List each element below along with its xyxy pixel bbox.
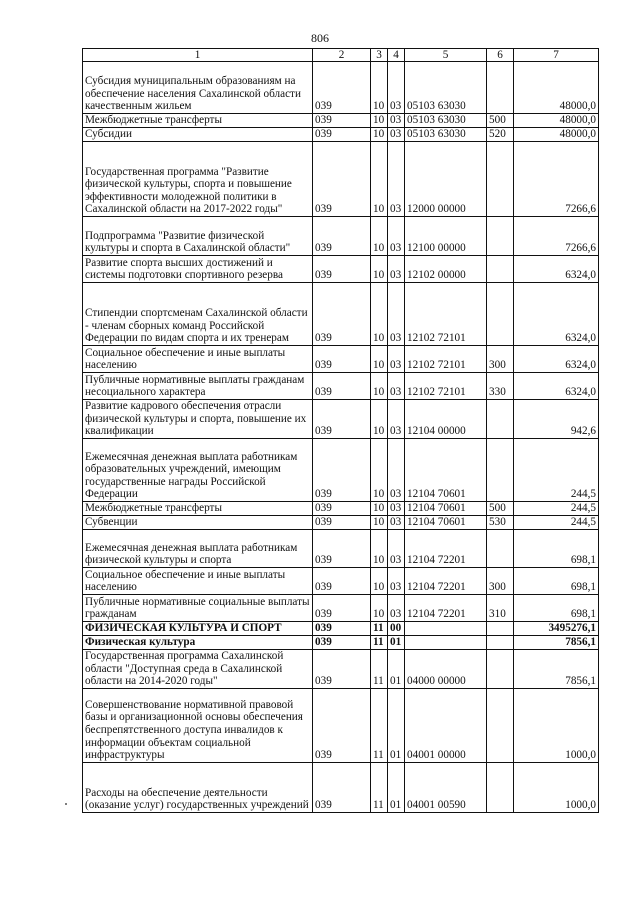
row-ministry-code: 039 [313,217,371,256]
row-subsection-code: 01 [388,650,405,689]
row-section-code: 10 [371,142,388,217]
row-ministry-code: 039 [313,595,371,622]
row-ministry-code: 039 [313,762,371,812]
row-subsection-code: 01 [388,762,405,812]
row-target-article: 12104 00000 [405,400,487,439]
row-ministry-code: 039 [313,636,371,650]
row-section-code: 10 [371,400,388,439]
table-row [83,595,599,622]
row-name: Стипендии спортсменам Сахалинской области - членам сборных команд Российской Федерации по видам спорта и их тренерам [83,283,313,346]
row-name: Подпрограмма "Развитие физической культуры и спорта в Сахалинской области" [83,217,313,256]
table-row [83,439,599,502]
header-col-7: 7 [514,49,599,62]
row-subsection-code: 01 [388,636,405,650]
table-row [83,636,599,650]
row-subsection-code: 03 [388,346,405,373]
row-target-article: 12104 72201 [405,595,487,622]
row-name: Субвенции [83,516,313,530]
row-expense-kind: 310 [487,595,514,622]
header-col-3: 3 [371,49,388,62]
row-amount: 7856,1 [514,650,599,689]
row-expense-kind: 530 [487,516,514,530]
row-subsection-code: 03 [388,530,405,568]
row-subsection-code: 03 [388,128,405,142]
table-row [83,530,599,568]
row-ministry-code: 039 [313,530,371,568]
row-expense-kind [487,762,514,812]
row-amount: 7266,6 [514,142,599,217]
row-target-article: 12102 72101 [405,373,487,400]
header-col-2: 2 [313,49,371,62]
row-name: Развитие спорта высших достижений и системы подготовки спортивного резерва [83,256,313,283]
table-row [83,516,599,530]
row-ministry-code: 039 [313,439,371,502]
row-expense-kind [487,688,514,762]
row-name: Физическая культура [83,636,313,650]
row-target-article: 04001 00590 [405,762,487,812]
row-expense-kind: 330 [487,373,514,400]
row-target-article: 12102 00000 [405,256,487,283]
row-ministry-code: 039 [313,622,371,636]
table-row [83,373,599,400]
row-amount: 942,6 [514,400,599,439]
row-section-code: 10 [371,256,388,283]
row-section-code: 10 [371,502,388,516]
row-section-code: 10 [371,128,388,142]
table-row [83,688,599,762]
row-amount: 7266,6 [514,217,599,256]
row-section-code: 10 [371,373,388,400]
table-row [83,568,599,595]
row-target-article: 05103 63030 [405,114,487,128]
row-ministry-code: 039 [313,256,371,283]
table-row [83,62,599,114]
row-name: Социальное обеспечение и иные выплаты населению [83,568,313,595]
row-section-code: 10 [371,516,388,530]
table-row [83,114,599,128]
row-name: Расходы на обеспечение деятельности (оказание услуг) государственных учреждений [83,762,313,812]
row-target-article: 12104 70601 [405,502,487,516]
row-target-article: 04001 00000 [405,688,487,762]
table-row [83,283,599,346]
row-name: Социальное обеспечение и иные выплаты населению [83,346,313,373]
row-section-code: 10 [371,346,388,373]
row-expense-kind [487,62,514,114]
table-row [83,217,599,256]
row-expense-kind [487,142,514,217]
table-row [83,400,599,439]
row-subsection-code: 03 [388,373,405,400]
row-name: Государственная программа Сахалинской области "Доступная среда в Сахалинской области на 2014-2020 годы" [83,650,313,689]
row-section-code: 11 [371,636,388,650]
row-amount: 48000,0 [514,114,599,128]
row-target-article: 12000 00000 [405,142,487,217]
row-name: Субсидия муниципальным образованиям на обеспечение населения Сахалинской области качественным жильем [83,62,313,114]
row-expense-kind [487,400,514,439]
row-section-code: 11 [371,622,388,636]
row-expense-kind: 520 [487,128,514,142]
table-row [83,128,599,142]
row-ministry-code: 039 [313,400,371,439]
row-ministry-code: 039 [313,283,371,346]
row-name: Развитие кадрового обеспечения отрасли физической культуры и спорта, повышение их квалификации [83,400,313,439]
row-amount: 3495276,1 [514,622,599,636]
row-section-code: 10 [371,568,388,595]
row-subsection-code: 03 [388,217,405,256]
row-name: Ежемесячная денежная выплата работникам образовательных учреждений, имеющим государственные награды Российской Федерации [83,439,313,502]
row-ministry-code: 039 [313,142,371,217]
row-subsection-code: 03 [388,142,405,217]
table-row [83,622,599,636]
row-name: Межбюджетные трансферты [83,114,313,128]
row-expense-kind [487,217,514,256]
table-row [83,346,599,373]
row-amount: 48000,0 [514,128,599,142]
row-name: Субсидии [83,128,313,142]
table-row [83,256,599,283]
row-expense-kind: 500 [487,114,514,128]
header-col-1: 1 [83,49,313,62]
row-target-article: 12100 00000 [405,217,487,256]
row-expense-kind [487,530,514,568]
row-name: Совершенствование нормативной правовой базы и организационной основы обеспечения беспрепятственного доступа инвалидов к информации объектам социальной инфраструктуры [83,688,313,762]
scan-dot [65,803,67,805]
row-expense-kind: 300 [487,568,514,595]
page-number: 806 [311,31,329,45]
row-name: Ежемесячная денежная выплата работникам физической культуры и спорта [83,530,313,568]
row-expense-kind [487,650,514,689]
row-name: Государственная программа "Развитие физической культуры, спорта и повышение эффективности молодежной политики в Сахалинской области на 2017-2022 годы" [83,142,313,217]
row-ministry-code: 039 [313,688,371,762]
row-section-code: 10 [371,62,388,114]
row-section-code: 10 [371,114,388,128]
row-subsection-code: 03 [388,516,405,530]
row-amount: 1000,0 [514,688,599,762]
row-target-article: 12104 70601 [405,439,487,502]
row-target-article: 12104 72201 [405,530,487,568]
row-section-code: 11 [371,650,388,689]
row-target-article: 04000 00000 [405,650,487,689]
row-section-code: 11 [371,762,388,812]
row-target-article: 05103 63030 [405,62,487,114]
row-name: Межбюджетные трансферты [83,502,313,516]
budget-table [82,48,599,813]
row-target-article [405,636,487,650]
row-target-article: 05103 63030 [405,128,487,142]
row-subsection-code: 03 [388,62,405,114]
table-row [83,142,599,217]
row-name: Публичные нормативные социальные выплаты гражданам [83,595,313,622]
row-expense-kind [487,622,514,636]
row-amount: 698,1 [514,530,599,568]
row-target-article: 12102 72101 [405,283,487,346]
table-row [83,650,599,689]
row-amount: 244,5 [514,516,599,530]
row-expense-kind: 300 [487,346,514,373]
row-ministry-code: 039 [313,128,371,142]
row-amount: 244,5 [514,502,599,516]
row-subsection-code: 03 [388,114,405,128]
header-col-6: 6 [487,49,514,62]
row-subsection-code: 01 [388,688,405,762]
row-amount: 6324,0 [514,346,599,373]
row-target-article: 12104 72201 [405,568,487,595]
row-amount: 698,1 [514,568,599,595]
row-subsection-code: 03 [388,400,405,439]
row-amount: 6324,0 [514,283,599,346]
row-target-article [405,622,487,636]
row-section-code: 10 [371,217,388,256]
row-target-article: 12102 72101 [405,346,487,373]
header-col-4: 4 [388,49,405,62]
row-ministry-code: 039 [313,650,371,689]
row-ministry-code: 039 [313,114,371,128]
row-subsection-code: 03 [388,256,405,283]
row-expense-kind [487,256,514,283]
row-subsection-code: 03 [388,439,405,502]
row-expense-kind: 500 [487,502,514,516]
table-header-row [83,49,599,62]
row-expense-kind [487,439,514,502]
row-ministry-code: 039 [313,346,371,373]
row-amount: 7856,1 [514,636,599,650]
row-section-code: 10 [371,439,388,502]
row-amount: 6324,0 [514,256,599,283]
row-subsection-code: 03 [388,283,405,346]
row-ministry-code: 039 [313,516,371,530]
row-amount: 6324,0 [514,373,599,400]
row-name: ФИЗИЧЕСКАЯ КУЛЬТУРА И СПОРТ [83,622,313,636]
row-amount: 698,1 [514,595,599,622]
header-col-5: 5 [405,49,487,62]
row-subsection-code: 00 [388,622,405,636]
row-amount: 48000,0 [514,62,599,114]
row-name: Публичные нормативные выплаты гражданам несоциального характера [83,373,313,400]
row-ministry-code: 039 [313,62,371,114]
row-section-code: 10 [371,283,388,346]
table-row [83,762,599,812]
row-section-code: 11 [371,688,388,762]
row-target-article: 12104 70601 [405,516,487,530]
table-row [83,502,599,516]
row-ministry-code: 039 [313,568,371,595]
row-section-code: 10 [371,595,388,622]
row-expense-kind [487,636,514,650]
row-section-code: 10 [371,530,388,568]
row-amount: 1000,0 [514,762,599,812]
row-expense-kind [487,283,514,346]
row-ministry-code: 039 [313,373,371,400]
row-ministry-code: 039 [313,502,371,516]
row-subsection-code: 03 [388,502,405,516]
row-subsection-code: 03 [388,568,405,595]
row-subsection-code: 03 [388,595,405,622]
row-amount: 244,5 [514,439,599,502]
